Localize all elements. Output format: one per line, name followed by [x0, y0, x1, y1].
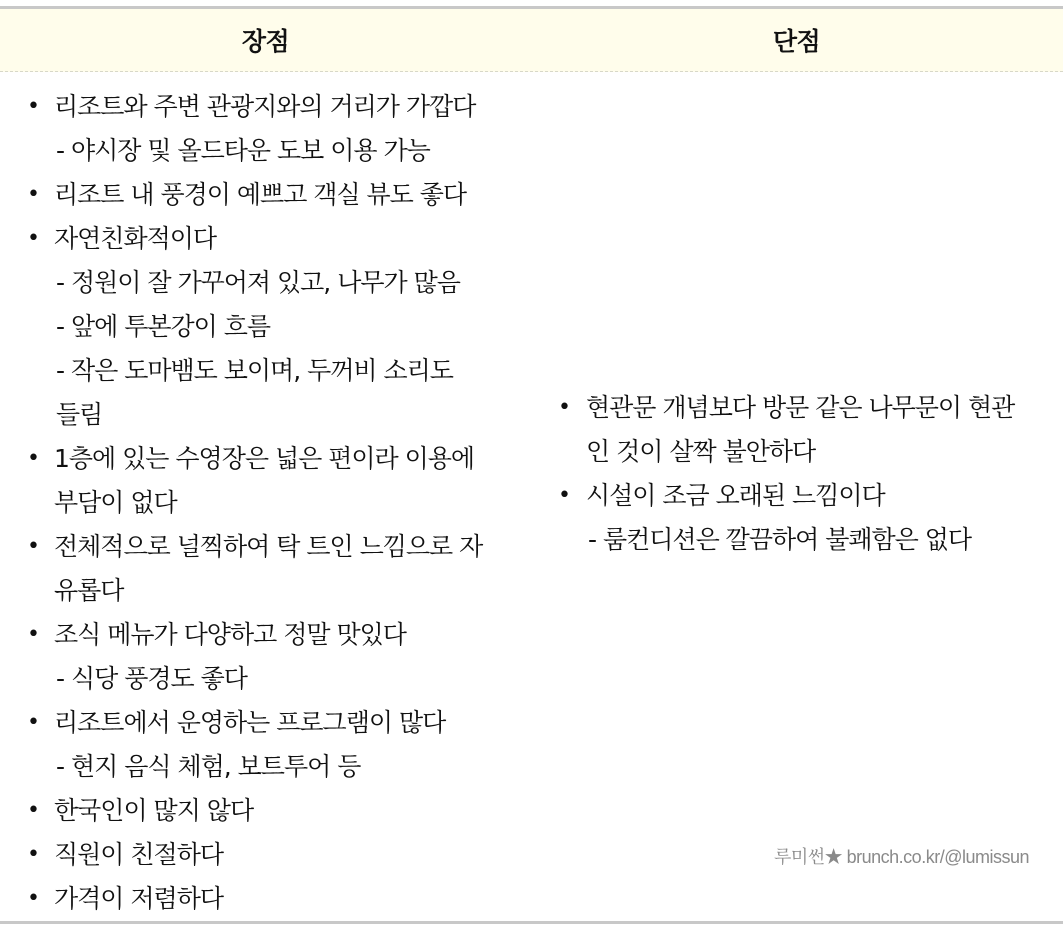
- pros-item-text: 부담이 없다: [54, 488, 177, 517]
- bullet-icon: •: [558, 483, 570, 508]
- credit-watermark: 루미썬★ brunch.co.kr/@lumissun: [773, 847, 1029, 867]
- bullet-icon: •: [27, 842, 39, 867]
- pros-header: 장점: [241, 27, 290, 56]
- pros-item-detail: - 현지 음식 체험, 보트투어 등: [56, 752, 361, 781]
- bullet-icon: •: [27, 226, 39, 251]
- pros-item-text: 조식 메뉴가 다양하고 정말 맛있다: [54, 620, 406, 649]
- cons-header: 단점: [772, 27, 821, 56]
- cons-item-text: 인 것이 살짝 불안하다: [586, 437, 816, 466]
- pros-item-text: 유롭다: [54, 576, 124, 605]
- pros-item-text: 한국인이 많지 않다: [54, 796, 254, 825]
- pros-item-detail: - 식당 풍경도 좋다: [56, 664, 247, 693]
- pros-list: [0, 72, 531, 921]
- bullet-icon: •: [27, 622, 39, 647]
- cons-item-detail: - 룸컨디션은 깔끔하여 불쾌함은 없다: [588, 525, 972, 554]
- bullet-icon: •: [558, 395, 570, 420]
- bottom-rule: [0, 921, 1063, 924]
- cons-item: [531, 386, 1024, 474]
- bullet-icon: •: [27, 886, 39, 911]
- cons-item: [531, 474, 1024, 562]
- pros-item-text: 전체적으로 널찍하여 탁 트인 느낌으로 자: [54, 532, 483, 561]
- bullet-icon: •: [27, 710, 39, 735]
- pros-item-text: 1층에 있는 수영장은 넓은 편이라 이용에: [54, 444, 475, 473]
- bullet-icon: •: [27, 182, 39, 207]
- pros-item-text: 리조트에서 운영하는 프로그램이 많다: [54, 708, 446, 737]
- pros-column: [0, 72, 531, 921]
- pros-item-text: 리조트와 주변 관광지와의 거리가 가깝다: [54, 92, 476, 121]
- pros-item: [0, 789, 531, 833]
- table-header: [0, 9, 1063, 72]
- pros-item: [0, 833, 531, 877]
- pros-item-detail: - 앞에 투본강이 흐름: [56, 312, 271, 341]
- pros-item: [0, 877, 531, 921]
- cons-item-text: 시설이 조금 오래된 느낌이다: [586, 481, 885, 510]
- cons-item-text: 현관문 개념보다 방문 같은 나무문이 현관: [586, 393, 1015, 422]
- pros-item-detail: - 정원이 잘 가꾸어져 있고, 나무가 많음: [56, 268, 460, 297]
- bullet-icon: •: [27, 446, 39, 471]
- pros-item-detail: - 야시장 및 올드타운 도보 이용 가능: [56, 136, 430, 165]
- bullet-icon: •: [27, 534, 39, 559]
- pros-item: [0, 217, 531, 437]
- bullet-icon: •: [27, 798, 39, 823]
- pros-item: [0, 85, 531, 173]
- pros-item: [0, 525, 531, 613]
- cons-list: [531, 386, 1024, 562]
- pros-item: [0, 173, 531, 217]
- pros-item: [0, 701, 531, 789]
- pros-item: [0, 437, 531, 525]
- pros-item-detail: 들림: [56, 400, 103, 429]
- pros-item-text: 자연친화적이다: [54, 224, 217, 253]
- pros-item: [0, 613, 531, 701]
- pros-item-text: 가격이 저렴하다: [54, 884, 223, 913]
- pros-item-text: 직원이 친절하다: [54, 840, 223, 869]
- bullet-icon: •: [27, 94, 39, 119]
- pros-item-text: 리조트 내 풍경이 예쁘고 객실 뷰도 좋다: [54, 180, 467, 209]
- pros-item-detail: - 작은 도마뱀도 보이며, 두꺼비 소리도: [56, 356, 453, 385]
- cons-column: [531, 72, 1063, 921]
